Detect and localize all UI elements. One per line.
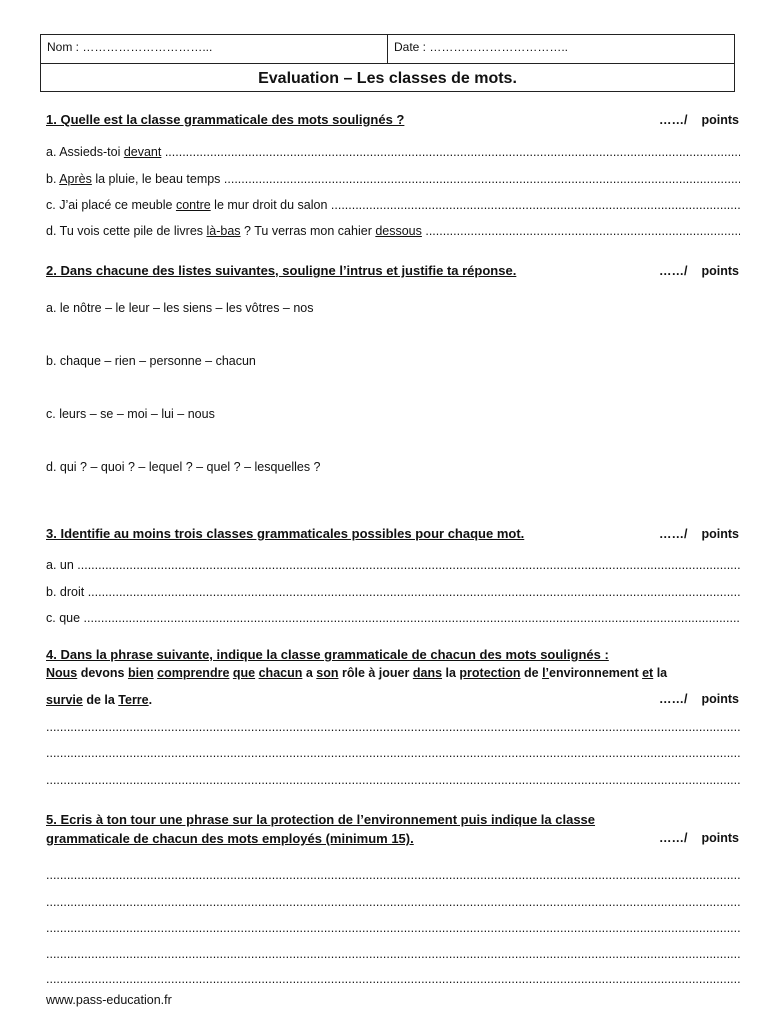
list-q2c: c. leurs – se – moi – lui – nous [46, 407, 215, 421]
header-row [41, 35, 734, 64]
answer-line-q5-3[interactable] [46, 919, 740, 937]
answer-line-q5-2[interactable] [46, 893, 740, 911]
answer-line-q3a[interactable]: a. un ..... [46, 556, 740, 574]
answer-line-q5-4[interactable] [46, 945, 740, 963]
answer-line-q1c[interactable]: c. J’ai placé ce meuble contre le mur droit du salon ..... [46, 196, 740, 214]
question-4-score[interactable]: ……/ points [659, 692, 739, 706]
underlined-word: contre [175, 198, 211, 212]
q4-sentence-line1: Nous devons bien comprendre que chacun a son rôle à jouer dans la protection de l’environnement et la [46, 666, 668, 680]
question-2-score[interactable]: ……/ points [659, 264, 739, 278]
answer-line-q1a[interactable]: a. Assieds-toi devant ..... [46, 143, 740, 161]
underlined-word: devant [123, 145, 162, 159]
footer-url[interactable]: www.pass-education.fr [46, 993, 172, 1007]
question-4-title: 4. Dans la phrase suivante, indique la classe grammaticale de chacun des mots soulignés : [46, 647, 609, 662]
answer-line-q4-2[interactable] [46, 744, 740, 762]
name-field[interactable]: Nom : …………………………... [47, 40, 213, 54]
list-q2d: d. qui ? – quoi ? – lequel ? – quel ? – lesquelles ? [46, 460, 321, 474]
points-label: points [701, 113, 739, 127]
list-q2b: b. chaque – rien – personne – chacun [46, 354, 256, 368]
answer-line-q3b[interactable]: b. droit ..... [46, 583, 740, 601]
score-blank: ……/ [659, 113, 688, 127]
question-1-score[interactable] [659, 113, 739, 127]
header-box [40, 34, 735, 92]
question-2-title: 2. Dans chacune des listes suivantes, souligne l’intrus et justifie ta réponse. [46, 263, 517, 278]
question-3-score[interactable]: ……/ points [659, 527, 739, 541]
list-q2a: a. le nôtre – le leur – les siens – les vôtres – nos [46, 301, 314, 315]
answer-line-q1b[interactable]: b. Après la pluie, le beau temps ..... [46, 170, 740, 188]
answer-line-q5-1[interactable] [46, 866, 740, 884]
answer-line-q3c[interactable]: c. que ..... [46, 609, 740, 627]
question-3-title: 3. Identifie au moins trois classes grammaticales possibles pour chaque mot. [46, 526, 525, 541]
q4-sentence-line2: survie de la Terre. [46, 693, 153, 707]
question-5-title-line1: 5. Ecris à ton tour une phrase sur la protection de l’environnement puis indique la classe [46, 812, 596, 827]
question-5-score[interactable]: ……/ points [659, 831, 739, 845]
underlined-word: là-bas [206, 224, 241, 238]
answer-line-q1d[interactable]: d. Tu vois cette pile de livres là-bas ? Tu verras mon cahier dessous ..... [46, 222, 740, 240]
answer-line-q4-1[interactable] [46, 718, 740, 736]
underlined-word: dessous [375, 224, 422, 238]
answer-line-q4-3[interactable] [46, 771, 740, 789]
answer-line-q5-5[interactable] [46, 970, 740, 988]
date-field[interactable]: Date : …………………………….. [387, 35, 734, 63]
question-5-title-line2: grammaticale de chacun des mots employés (minimum 15). [46, 831, 414, 846]
underlined-word: Après [59, 172, 92, 186]
page-title: Evaluation – Les classes de mots. [258, 70, 517, 87]
question-1-title: 1. Quelle est la classe grammaticale des mots soulignés ? [46, 112, 405, 127]
